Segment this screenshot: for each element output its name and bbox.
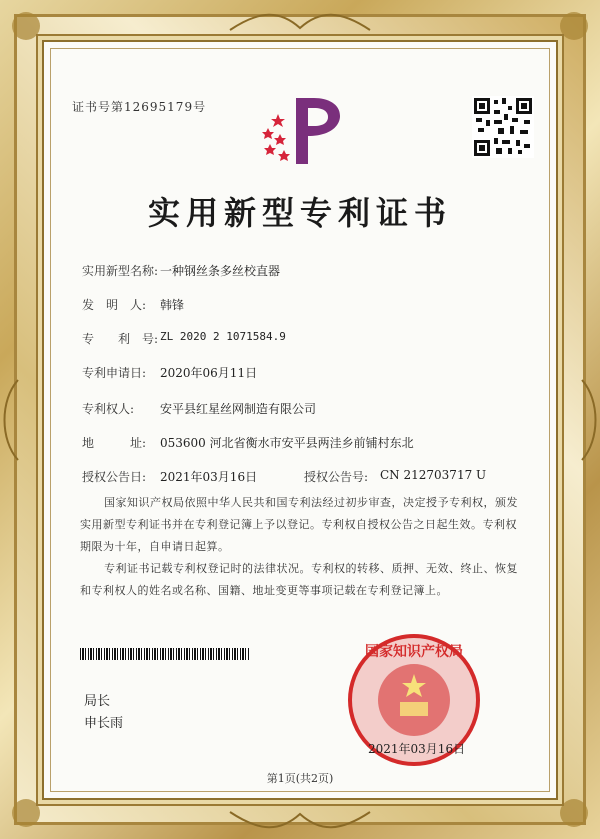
announcement-no-label: 授权公告号: — [304, 470, 369, 484]
signature-title: 局长 — [84, 694, 111, 709]
qr-code-icon — [472, 96, 534, 158]
announcement-date-label: 授权公告日: — [82, 470, 147, 484]
page-number: 第1页(共2页) — [266, 772, 334, 785]
field-value-filing-date: 2020年06月11日 — [160, 366, 258, 380]
announcement-date-value: 2021年03月16日 — [160, 470, 258, 484]
announcement-no-value: CN 212703717 U — [380, 468, 487, 482]
seal-date: 2021年03月16日 — [368, 742, 466, 756]
paragraph-grant: 国家知识产权局依照中华人民共和国专利法经过初步审查，决定授予专利权，颁发实用新型专利证书并在专利登记簿上予以登记。专利权自授权公告之日起生效。专利权期限为十年，自申请日起算。 — [80, 496, 518, 553]
paragraph-legal-status: 专利证书记载专利权登记时的法律状况。专利权的转移、质押、无效、终止、恢复和专利权人的姓名或名称、国籍、地址变更等事项记载在专利登记簿上。 — [80, 562, 518, 597]
field-label-patentee: 专利权人: — [82, 402, 135, 416]
cnipa-logo-icon — [258, 92, 348, 170]
field-value-address: 053600 河北省衡水市安平县两洼乡前铺村东北 — [160, 436, 414, 450]
certificate-number: 证书号第12695179号 — [72, 100, 207, 114]
field-label-filing-date: 专利申请日: — [82, 366, 147, 380]
barcode — [80, 648, 250, 660]
field-label-name: 实用新型名称: — [82, 264, 159, 278]
seal-text: 国家知识产权局 — [365, 644, 463, 660]
signature-name: 申长雨 — [84, 716, 124, 731]
field-value-inventor: 韩锋 — [160, 298, 185, 312]
field-label-patent-no: 专 利 号: — [82, 332, 159, 346]
field-value-patentee: 安平县红星丝网制造有限公司 — [160, 402, 317, 416]
field-label-address: 地 址: — [82, 436, 147, 450]
certificate-title: 实用新型专利证书 — [147, 194, 452, 232]
field-value-name: 一种钢丝条多丝校直器 — [160, 264, 281, 278]
field-label-inventor: 发 明 人: — [82, 298, 147, 312]
field-value-patent-no: ZL 2020 2 1071584.9 — [160, 330, 286, 343]
